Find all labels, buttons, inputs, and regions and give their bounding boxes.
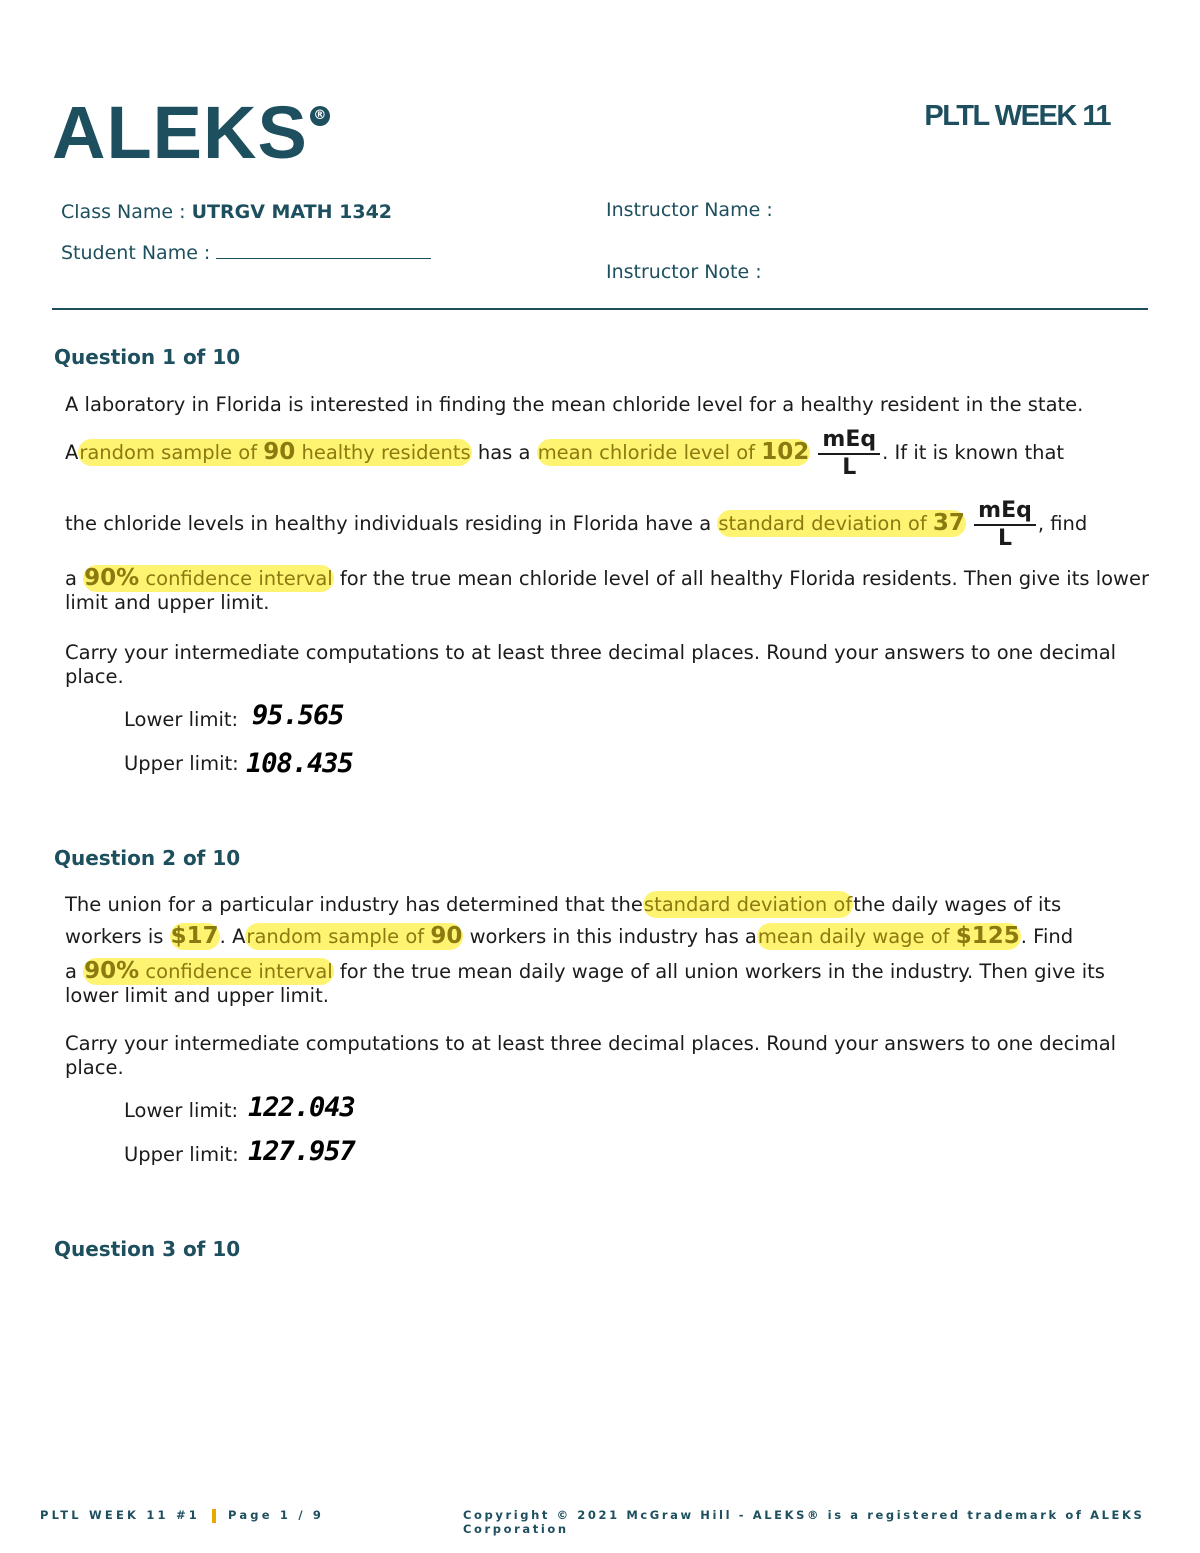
q2-text-line-2: workers is $17. Arandom sample of 90 workers in this industry has amean daily wage of $125. Find bbox=[65, 923, 1074, 949]
highlight-std-dev-value: $17 bbox=[170, 923, 219, 949]
page-title: PLTL WEEK 11 bbox=[924, 100, 1110, 132]
student-name-label: Student Name : bbox=[61, 242, 211, 264]
q1-lower-label: Lower limit: bbox=[124, 708, 239, 731]
highlight-sample-size: random sample of 90 bbox=[246, 923, 463, 949]
unit-fraction: $\frac{\text{mEq}}{L}$ bbox=[818, 427, 880, 481]
footer-copyright: Copyright © 2021 McGraw Hill - ALEKS® is a registered trademark of ALEKS Corporation bbox=[463, 1508, 1145, 1536]
highlight-mean: mean daily wage of $125 bbox=[757, 923, 1020, 949]
q1-text-line-4: a 90% confidence interval for the true mean chloride level of all healthy Florida residents. Then give its lower limit and upper limit. bbox=[65, 565, 1150, 614]
q2-text-line-3: a 90% confidence interval for the true mean daily wage of all union workers in the industry. Then give its lower limit and upper limit. bbox=[65, 958, 1105, 1007]
aleks-logo: ALEKS ® bbox=[52, 96, 330, 170]
q1-upper-answer[interactable]: 108.435 bbox=[246, 748, 353, 779]
instructor-note-label: Instructor Note : bbox=[606, 261, 762, 283]
question-1-heading: Question 1 of 10 bbox=[54, 345, 241, 369]
class-name-value: UTRGV MATH 1342 bbox=[191, 201, 393, 223]
q2-lower-answer[interactable]: 122.043 bbox=[248, 1092, 355, 1123]
highlight-mean: mean chloride level of 102 bbox=[537, 439, 810, 465]
q1-text-line-1: A laboratory in Florida is interested in finding the mean chloride level for a healthy resident in the state. bbox=[65, 393, 1084, 416]
class-name-label: Class Name : bbox=[61, 201, 186, 223]
q2-lower-label: Lower limit: bbox=[124, 1099, 239, 1122]
footer-page-number: Page 1 / 9 bbox=[228, 1508, 325, 1522]
q1-text-line-3: the chloride levels in healthy individuals residing in Florida have a standard deviation of 37 $\frac{\text{mEq}}{L}$ , find bbox=[65, 497, 1088, 551]
student-name-field[interactable] bbox=[216, 240, 431, 259]
registered-mark: ® bbox=[310, 106, 330, 126]
question-2-heading: Question 2 of 10 bbox=[54, 846, 241, 870]
unit-fraction: $\frac{\text{mEq}}{L}$ bbox=[974, 498, 1036, 552]
footer-left bbox=[40, 1508, 324, 1523]
q1-text-line-2: Arandom sample of 90 healthy residents has a mean chloride level of 102 $\frac{\text{mEq}}{L}$ . If it is known that bbox=[65, 426, 1065, 480]
student-name-line bbox=[61, 240, 431, 264]
highlight-confidence: 90% confidence interval bbox=[84, 565, 333, 591]
highlight-std-dev: standard deviation of 37 bbox=[718, 510, 965, 536]
class-name-line bbox=[61, 201, 392, 223]
footer-separator bbox=[212, 1509, 216, 1523]
q1-instructions: Carry your intermediate computations to at least three decimal places. Round your answers to one decimal place. bbox=[65, 641, 1117, 688]
instructor-name-label: Instructor Name : bbox=[606, 199, 773, 221]
q2-text-line-1: The union for a particular industry has determined that thestandard deviation ofthe daily wages of its bbox=[65, 893, 1062, 916]
highlight-sample-size: random sample of 90 healthy residents bbox=[79, 439, 471, 465]
highlight-std-dev: standard deviation of bbox=[643, 893, 853, 916]
question-3-heading: Question 3 of 10 bbox=[54, 1237, 241, 1261]
header-divider bbox=[52, 308, 1148, 310]
footer-doc-id: PLTL WEEK 11 #1 bbox=[40, 1508, 200, 1522]
highlight-confidence: 90% confidence interval bbox=[84, 958, 333, 984]
q2-upper-label: Upper limit: bbox=[124, 1143, 239, 1166]
q1-upper-label: Upper limit: bbox=[124, 752, 239, 775]
q2-instructions: Carry your intermediate computations to at least three decimal places. Round your answers to one decimal place. bbox=[65, 1032, 1117, 1079]
q1-lower-answer[interactable]: 95.565 bbox=[252, 700, 344, 731]
q2-upper-answer[interactable]: 127.957 bbox=[248, 1136, 355, 1167]
